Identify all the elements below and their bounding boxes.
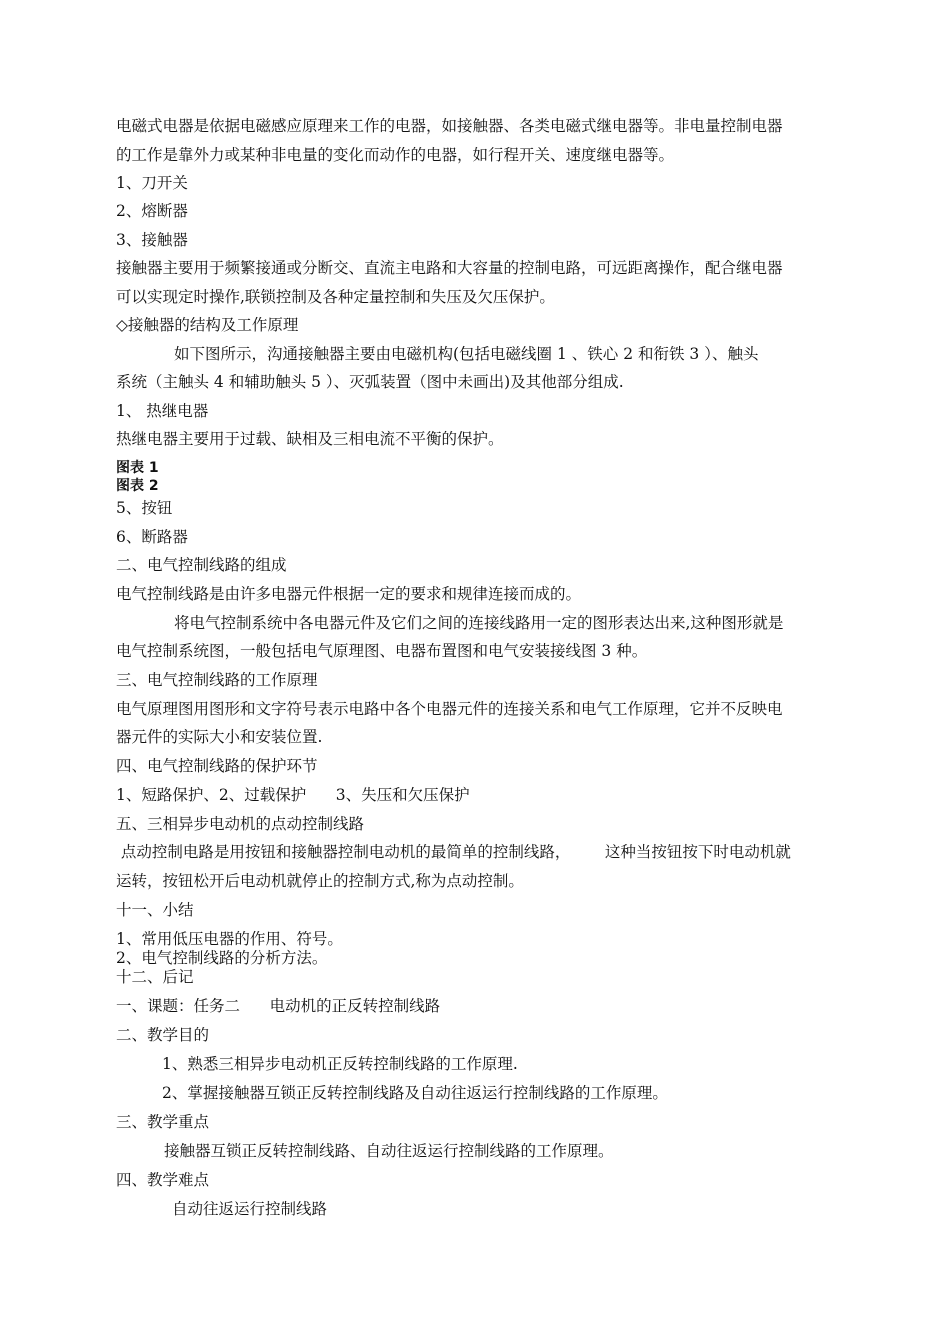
heading-postscript: 十二、后记 [116,968,194,986]
heading-circuit-breaker: 6、断路器 [116,528,188,546]
paragraph-circuit-composition: 电气控制线路是由许多电器元件根据一定的要求和规律连接而成的。 [116,585,582,603]
summary-item-2: 2、电气控制线路的分析方法。 [116,949,328,967]
heading-fuse: 2、熔断器 [116,202,188,220]
figure-caption-2: 图表 2 [116,478,159,494]
heading-contactor-structure: ◇接触器的结构及工作原理 [116,316,299,334]
heading-knife-switch: 1、刀开关 [116,174,188,192]
paragraph-contactor-line2: 可以实现定时操作,联锁控制及各种定量控制和失压及欠压保护。 [116,288,555,306]
heading-teaching-goals: 二、教学目的 [116,1026,210,1044]
paragraph-control-diagram-line1: 将电气控制系统中各电器元件及它们之间的连接线路用一定的图形表达出来,这种图形就是 [174,614,784,632]
paragraph-thermal-relay: 热继电器主要用于过载、缺相及三相电流不平衡的保护。 [116,430,504,448]
heading-working-principle: 三、电气控制线路的工作原理 [116,671,318,689]
paragraph-jog-control-line1: 点动控制电路是用按钮和接触器控制电动机的最简单的控制线路， 这种当按钮按下时电动机就 [116,843,791,861]
heading-key-points: 三、教学重点 [116,1113,210,1131]
key-point-item: 接触器互锁正反转控制线路、自动往返运行控制线路的工作原理。 [164,1142,614,1160]
heading-protection: 四、电气控制线路的保护环节 [116,757,318,775]
difficulty-item: 自动往返运行控制线路 [172,1200,328,1218]
paragraph-electromagnetic-line2: 的工作是靠外力或某种非电量的变化而动作的电器，如行程开关、速度继电器等。 [116,146,675,164]
heading-summary: 十一、小结 [116,901,194,919]
paragraph-control-diagram-line2: 电气控制系统图，一般包括电气原理图、电器布置图和电气安装接线图 3 种。 [116,642,648,660]
heading-thermal-relay: 1、 热继电器 [116,402,209,420]
paragraph-electromagnetic-line1: 电磁式电器是依据电磁感应原理来工作的电器，如接触器、各类电磁式继电器等。非电量控制电器 [116,117,783,135]
heading-circuit-composition: 二、电气控制线路的组成 [116,556,287,574]
heading-difficulties: 四、教学难点 [116,1171,210,1189]
paragraph-contactor-line1: 接触器主要用于频繁接通或分断交、直流主电路和大容量的控制电路，可远距离操作，配合继电器 [116,259,783,277]
paragraph-structure-line1: 如下图所示，沟通接触器主要由电磁机构(包括电磁线圈 1 、铁心 2 和衔铁 3 ）、触头 [174,345,759,363]
heading-lesson-topic: 一、课题：任务二 电动机的正反转控制线路 [116,997,441,1015]
summary-item-1: 1、常用低压电器的作用、符号。 [116,930,343,948]
paragraph-protection-list: 1、短路保护、2、过载保护 3、失压和欠压保护 [116,786,470,804]
figure-caption-1: 图表 1 [116,460,159,476]
heading-button: 5、按钮 [116,499,173,517]
paragraph-schematic-line1: 电气原理图用图形和文字符号表示电路中各个电器元件的连接关系和电气工作原理，它并不反映电 [116,700,783,718]
paragraph-jog-control-line2: 运转，按钮松开后电动机就停止的控制方式,称为点动控制。 [116,872,524,890]
goal-item-2: 2、掌握接触器互锁正反转控制线路及自动往返运行控制线路的工作原理。 [162,1084,668,1102]
heading-jog-control: 五、三相异步电动机的点动控制线路 [116,815,365,833]
goal-item-1: 1、熟悉三相异步电动机正反转控制线路的工作原理. [162,1055,518,1073]
paragraph-schematic-line2: 器元件的实际大小和安装位置. [116,728,323,746]
heading-contactor: 3、接触器 [116,231,188,249]
paragraph-structure-line2: 系统（主触头 4 和辅助触头 5 ）、灭弧装置（图中未画出)及其他部分组成. [116,373,624,391]
